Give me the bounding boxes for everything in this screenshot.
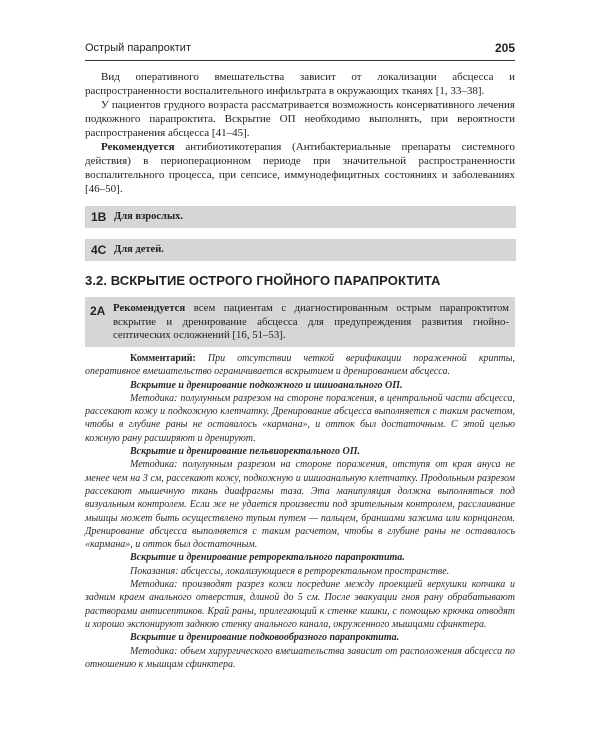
- page-number: 205: [494, 41, 515, 55]
- recommendation-lead: Рекомендуется: [101, 141, 175, 153]
- recommendation-box: [85, 297, 515, 347]
- intro-text: [85, 70, 515, 196]
- evidence-grade-code: 1B: [91, 210, 107, 224]
- paragraph-text: антибиотикотерапия (Антибактериальные препараты системного действия) в периоперационном периоде при значительной распространенности воспалительного процесса, при сепсисе, иммунодефицитных состояниях и заболеваниях [46–50].: [85, 141, 515, 195]
- procedure-title: Вскрытие и дренирование ретроректального парапроктита.: [130, 552, 405, 564]
- grade-label: Для детей.: [114, 244, 164, 255]
- comment-block: [85, 352, 515, 671]
- section-heading: 3.2. ВСКРЫТИЕ ОСТРОГО ГНОЙНОГО ПАРАПРОКТИТА: [85, 273, 441, 288]
- recommendation-body: всем пациентам с диагностированным острым парапроктитом вскрытие и дренирование абсцесса для предупреждения развития гнойно-септических осложнений [16, 51–53].: [113, 302, 509, 341]
- grade-label: Для взрослых.: [114, 211, 184, 222]
- comment-lead: Комментарий:: [130, 353, 196, 364]
- procedure-paragraph: Методика: полулунным разрезом на стороне поражения, отступя от края ануса не менее чем на 3 см, рассекают кожу, подкожную и ишиоанальную клетчатку. Продольным разрезом рассекают мышечную ткань диафрагмы таза. Эта манипуляция должна выполняться под визуальным контролем. Если же не удается произвести под зрительным контролем, расслаивание мышцы может быть осуществлено тупым путем — пальцем, браншами зажима или корнцангом. Дренирование абсцесса выполняется с таким расчетом, чтобы в глубине раны не оставалось «кармана», и отток был достаточным.: [85, 459, 515, 551]
- recommendation-text: [113, 302, 509, 343]
- procedure-paragraph: Методика: производят разрез кожи посредине между проекцией верхушки копчика и задним краем анального отверстия, длиной до 5 см. После эвакуации гноя рану обрабатывают растворами антисептиков. Край раны, прилегающий к стенке кишки, с помощью крючка отводят и хорошо экспонируют заднюю стенку анального канала, окруженного мышцами сфинктера.: [85, 579, 515, 630]
- grade-box-children: [85, 239, 516, 261]
- running-title: Острый парапроктит: [85, 42, 191, 54]
- antibiotic-paragraph: [85, 140, 515, 196]
- procedure-paragraph: Показания: абсцессы, локализующиеся в ретроректальном пространстве.: [130, 565, 450, 577]
- evidence-grade-code: 2A: [90, 304, 106, 318]
- paragraph: У пациентов грудного возраста рассматривается возможность консервативного лечения подкожного парапроктита. Вскрытие ОП необходимо выполнять, при вероятности распространения абсцесса [41–45].: [85, 99, 515, 139]
- procedure-title: Вскрытие и дренирование подковообразного парапроктита.: [130, 632, 400, 644]
- paragraph: Вид оперативного вмешательства зависит от локализации абсцесса и распространенности воспалительного инфильтрата в окружающих тканях [1, 33–38].: [85, 71, 515, 97]
- running-header: [85, 40, 515, 61]
- comment-intro-text: При отсутствии четкой верификации пораженной крипты, оперативное вмешательство ограничивается вскрытием и дренированием абсцесса.: [85, 353, 515, 378]
- recommendation-lead: Рекомендуется: [113, 302, 186, 314]
- comment-intro: [85, 352, 515, 379]
- procedure-paragraph: Методика: объем хирургического вмешательства зависит от расположения абсцесса по отношению к мышцам сфинктера.: [85, 645, 515, 670]
- procedure-title: Вскрытие и дренирование пельвиоректального ОП.: [130, 446, 360, 458]
- grade-box-adults: [85, 206, 516, 228]
- procedure-paragraph: Методика: полулунным разрезом на стороне поражения, в центральной части абсцесса, рассекают кожу и подкожную клетчатку. Дренирование абсцесса выполняется с таким расчетом, чтобы в глубине раны не оставалось «кармана», и отток был достаточным. С этой целью кожную рану расширяют и дренируют.: [85, 392, 515, 444]
- procedure-title: Вскрытие и дренирование подкожного и ишиоанального ОП.: [130, 379, 403, 391]
- evidence-grade-code: 4C: [91, 243, 107, 257]
